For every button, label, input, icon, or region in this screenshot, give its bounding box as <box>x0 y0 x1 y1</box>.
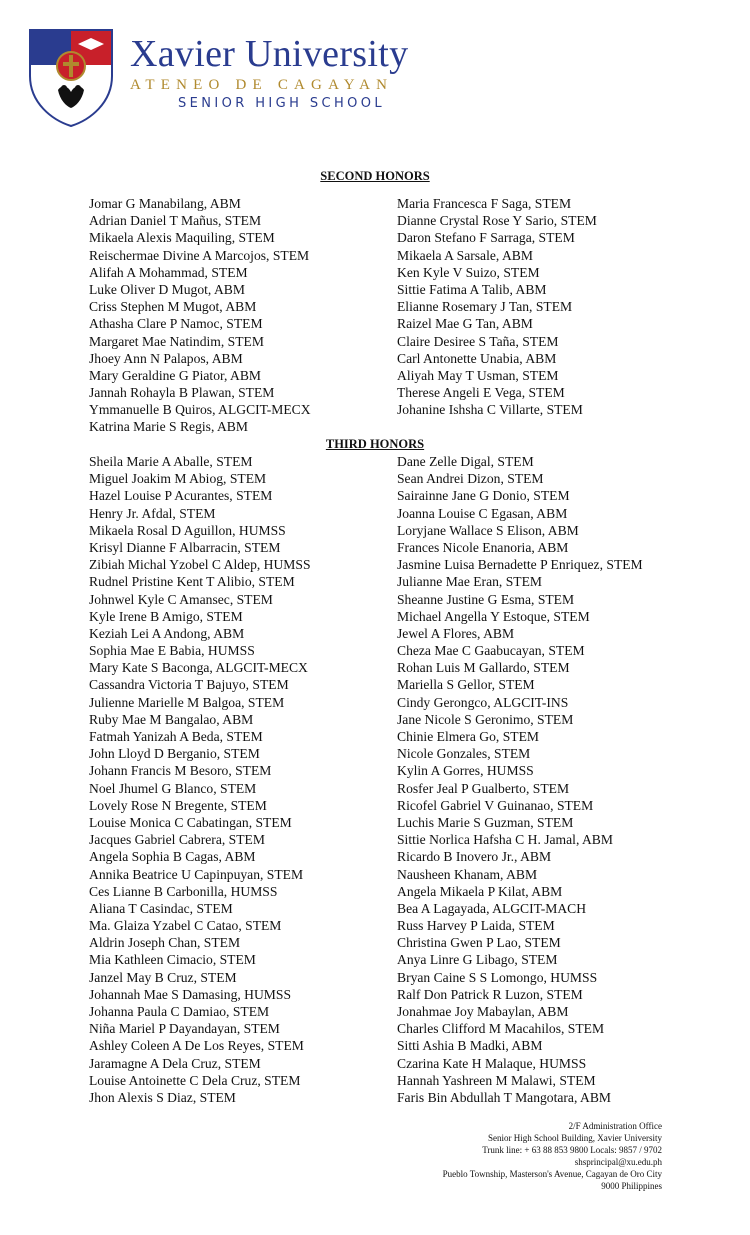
honoree-name: Katrina Marie S Regis, ABM <box>89 419 248 435</box>
honoree-name: Keziah Lei A Andong, ABM <box>89 625 245 641</box>
honoree-name: Claire Desiree S Taña, STEM <box>397 333 559 349</box>
honoree-name: Janzel May B Cruz, STEM <box>89 969 237 985</box>
honoree-name: Aliyah May T Usman, STEM <box>397 367 559 383</box>
footer-address <box>443 1120 662 1192</box>
honoree-name: Angela Sophia B Cagas, ABM <box>89 849 256 865</box>
honoree-name: Adrian Daniel T Mañus, STEM <box>89 213 262 229</box>
honoree-name: Annika Beatrice U Capinpuyan, STEM <box>89 866 304 882</box>
honoree-name: Ma. Glaiza Yzabel C Catao, STEM <box>89 918 282 934</box>
honoree-name: Reischermae Divine A Marcojos, STEM <box>89 247 310 263</box>
honoree-name: Michael Angella Y Estoque, STEM <box>397 608 590 624</box>
second-honors-title: SECOND HONORS <box>320 169 430 183</box>
honoree-name: Ralf Don Patrick R Luzon, STEM <box>397 986 583 1002</box>
honoree-name: Sophia Mae E Babia, HUMSS <box>89 643 255 659</box>
honoree-name: Dane Zelle Digal, STEM <box>397 454 534 469</box>
honoree-name: Sairainne Jane G Donio, STEM <box>397 488 570 504</box>
honoree-name: Aliana T Casindac, STEM <box>89 900 233 916</box>
honoree-name: Mia Kathleen Cimacio, STEM <box>89 952 256 968</box>
honoree-name: Louise Monica C Cabatingan, STEM <box>89 814 292 830</box>
honoree-name: Daron Stefano F Sarraga, STEM <box>397 230 575 246</box>
honoree-name: Mary Kate S Baconga, ALGCIT-MECX <box>89 660 308 676</box>
honoree-name: Cassandra Victoria T Bajuyo, STEM <box>89 677 289 693</box>
honoree-name: Maria Francesca F Saga, STEM <box>397 196 572 211</box>
honoree-name: Rohan Luis M Gallardo, STEM <box>397 660 570 676</box>
honoree-name: Rosfer Jeal P Gualberto, STEM <box>397 780 570 796</box>
honoree-name: Criss Stephen M Mugot, ABM <box>89 299 257 315</box>
university-name: Xavier University <box>130 33 409 75</box>
honoree-name: Mariella S Gellor, STEM <box>397 677 535 693</box>
honoree-name: Margaret Mae Natindim, STEM <box>89 333 264 349</box>
honoree-name: Ken Kyle V Suizo, STEM <box>397 264 540 280</box>
honoree-name: Athasha Clare P Namoc, STEM <box>89 316 263 332</box>
honoree-name: Johanine Ishsha C Villarte, STEM <box>397 402 583 418</box>
honoree-name: Louise Antoinette C Dela Cruz, STEM <box>89 1072 301 1088</box>
honoree-name: Hazel Louise P Acurantes, STEM <box>89 488 273 504</box>
honoree-name: Zibiah Michal Yzobel C Aldep, HUMSS <box>89 557 311 573</box>
honoree-name: Bea A Lagayada, ALGCIT-MACH <box>397 900 587 916</box>
honoree-name: Alifah A Mohammad, STEM <box>89 264 248 280</box>
honoree-name: Johanna Paula C Damiao, STEM <box>89 1004 270 1019</box>
honoree-name: Noel Jhumel G Blanco, STEM <box>89 780 257 796</box>
honoree-name: Ricofel Gabriel V Guinanao, STEM <box>397 797 594 813</box>
honoree-name: Johann Francis M Besoro, STEM <box>89 763 272 779</box>
honoree-name: Johnwel Kyle C Amansec, STEM <box>89 591 273 607</box>
honoree-name: Sheanne Justine G Esma, STEM <box>397 591 575 607</box>
honoree-name: Jewel A Flores, ABM <box>397 625 515 641</box>
honoree-name: Fatmah Yanizah A Beda, STEM <box>89 729 263 744</box>
honoree-name: Luchis Marie S Guzman, STEM <box>397 814 574 830</box>
footer-line: Trunk line: + 63 88 853 9800 Locals: 9857 / 9702 <box>482 1145 662 1155</box>
honoree-name: Frances Nicole Enanoria, ABM <box>397 539 569 555</box>
honoree-name: Sheila Marie A Aballe, STEM <box>89 454 253 469</box>
university-crest-logo <box>28 28 114 128</box>
honoree-name: Carl Antonette Unabia, ABM <box>397 350 557 366</box>
honoree-name: Sittie Norlica Hafsha C H. Jamal, ABM <box>397 832 613 848</box>
honoree-name: Jomar G Manabilang, ABM <box>89 196 241 211</box>
honoree-name: Christina Gwen P Lao, STEM <box>397 935 561 951</box>
honoree-name: Jaramagne A Dela Cruz, STEM <box>89 1055 261 1071</box>
honoree-name: Cheza Mae C Gaabucayan, STEM <box>397 643 585 659</box>
footer-line: Pueblo Township, Masterson's Avenue, Cagayan de Oro City <box>442 1169 662 1179</box>
honoree-name: Nausheen Khanam, ABM <box>397 866 538 882</box>
school-name: SENIOR HIGH SCHOOL <box>178 96 386 111</box>
honoree-name: Anya Linre G Libago, STEM <box>397 952 558 968</box>
honoree-name: Sittie Fatima A Talib, ABM <box>397 281 547 297</box>
honoree-name: Miguel Joakim M Abiog, STEM <box>89 471 267 487</box>
honoree-name: Sitti Ashia B Madki, ABM <box>397 1038 543 1054</box>
honoree-name: Aldrin Joseph Chan, STEM <box>89 935 241 951</box>
honoree-name: Ces Lianne B Carbonilla, HUMSS <box>89 883 278 899</box>
honoree-name: Russ Harvey P Laida, STEM <box>397 918 555 934</box>
honoree-name: Therese Angeli E Vega, STEM <box>397 385 565 401</box>
honoree-name: Mary Geraldine G Piator, ABM <box>89 367 261 383</box>
footer-line: 9000 Philippines <box>601 1181 662 1191</box>
honoree-name: Loryjane Wallace S Elison, ABM <box>397 522 579 538</box>
honoree-name: Krisyl Dianne F Albarracin, STEM <box>89 539 281 555</box>
footer-line: shsprincipal@xu.edu.ph <box>574 1157 662 1167</box>
honoree-name: Jonahmae Joy Mabaylan, ABM <box>397 1004 569 1019</box>
honoree-name: Lovely Rose N Bregente, STEM <box>89 797 267 813</box>
third-honors-right-column <box>397 453 643 1106</box>
honoree-name: Jhoey Ann N Palapos, ABM <box>89 350 243 366</box>
honoree-name: Jannah Rohayla B Plawan, STEM <box>89 385 275 401</box>
honoree-name: Elianne Rosemary J Tan, STEM <box>397 299 573 315</box>
honoree-name: Jane Nicole S Geronimo, STEM <box>397 711 574 727</box>
letterhead <box>28 28 468 128</box>
honoree-name: Johannah Mae S Damasing, HUMSS <box>89 986 292 1002</box>
honoree-name: Bryan Caine S S Lomongo, HUMSS <box>397 969 598 985</box>
honoree-name: Jhon Alexis S Diaz, STEM <box>89 1089 236 1105</box>
honoree-name: Luke Oliver D Mugot, ABM <box>89 281 245 297</box>
honoree-name: Rudnel Pristine Kent T Alibio, STEM <box>89 574 295 590</box>
third-honors-title: THIRD HONORS <box>325 437 425 451</box>
honoree-name: Ymmanuelle B Quiros, ALGCIT-MECX <box>89 402 311 418</box>
honoree-name: Raizel Mae G Tan, ABM <box>397 316 533 332</box>
honoree-name: Ruby Mae M Bangalao, ABM <box>89 711 254 727</box>
honoree-name: Czarina Kate H Malaque, HUMSS <box>397 1055 587 1071</box>
honoree-name: Ricardo B Inovero Jr., ABM <box>397 849 552 865</box>
honoree-name: Sean Andrei Dizon, STEM <box>397 471 544 487</box>
honoree-name: Kyle Irene B Amigo, STEM <box>89 608 243 624</box>
honoree-name: Charles Clifford M Macahilos, STEM <box>397 1021 605 1037</box>
honoree-name: Ashley Coleen A De Los Reyes, STEM <box>89 1038 304 1054</box>
university-subtitle: ATENEO DE CAGAYAN <box>130 77 394 93</box>
honoree-name: John Lloyd D Berganio, STEM <box>89 746 260 762</box>
honoree-name: Jacques Gabriel Cabrera, STEM <box>89 832 265 848</box>
honoree-name: Joanna Louise C Egasan, ABM <box>397 505 568 521</box>
honoree-name: Dianne Crystal Rose Y Sario, STEM <box>397 213 597 229</box>
footer-line: 2/F Administration Office <box>568 1121 662 1131</box>
honoree-name: Kylin A Gorres, HUMSS <box>397 763 534 779</box>
honoree-name: Chinie Elmera Go, STEM <box>397 729 539 744</box>
honoree-name: Niña Mariel P Dayandayan, STEM <box>89 1021 280 1037</box>
honoree-name: Faris Bin Abdullah T Mangotara, ABM <box>397 1089 611 1105</box>
honoree-name: Henry Jr. Afdal, STEM <box>89 505 216 521</box>
footer-line: Senior High School Building, Xavier University <box>488 1133 662 1143</box>
honoree-name: Cindy Gerongco, ALGCIT-INS <box>397 694 569 710</box>
second-honors-left-column <box>89 195 311 436</box>
honoree-name: Mikaela A Sarsale, ABM <box>397 247 533 263</box>
honoree-name: Nicole Gonzales, STEM <box>397 746 531 762</box>
honoree-name: Julienne Marielle M Balgoa, STEM <box>89 694 285 710</box>
honoree-name: Angela Mikaela P Kilat, ABM <box>397 883 563 899</box>
honoree-name: Mikaela Alexis Maquiling, STEM <box>89 230 275 246</box>
second-honors-right-column <box>397 195 597 418</box>
honoree-name: Jasmine Luisa Bernadette P Enriquez, STEM <box>397 557 643 573</box>
honoree-name: Hannah Yashreen M Malawi, STEM <box>397 1072 596 1088</box>
third-honors-left-column <box>89 453 311 1106</box>
honoree-name: Mikaela Rosal D Aguillon, HUMSS <box>89 522 286 538</box>
honoree-name: Julianne Mae Eran, STEM <box>397 574 542 590</box>
